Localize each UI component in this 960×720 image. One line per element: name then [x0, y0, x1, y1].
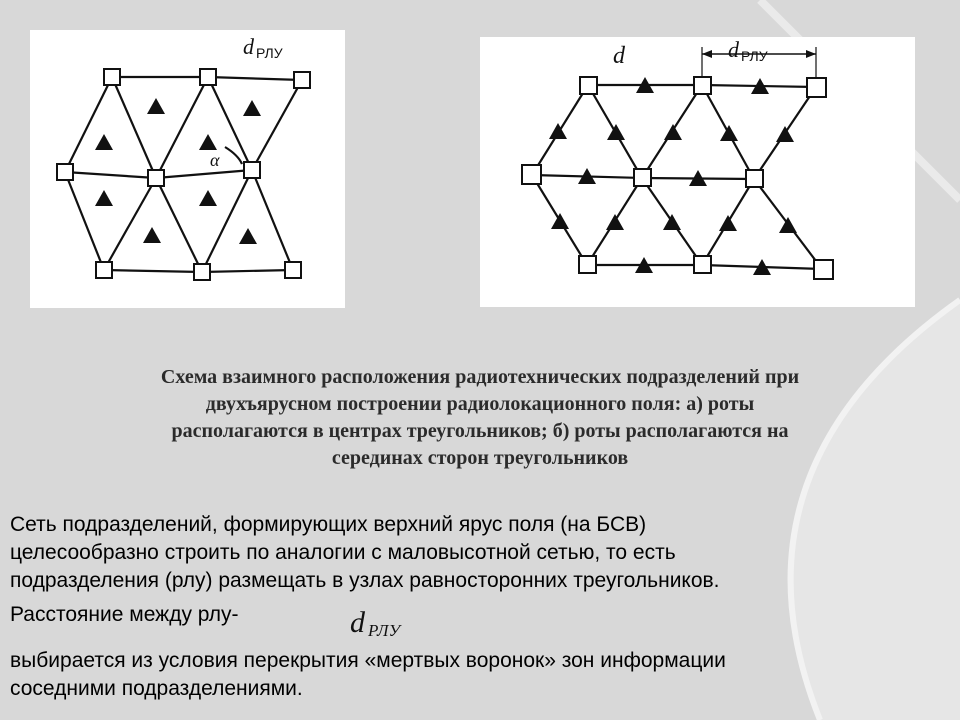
diagram-a	[30, 30, 345, 308]
diagram-a-label: d	[243, 34, 254, 59]
figure-caption	[40, 364, 920, 472]
diagram-b	[480, 37, 915, 307]
diagram-b-d-label: d	[613, 43, 625, 69]
angle-label: α	[210, 150, 220, 170]
diagram-b-panel	[480, 37, 915, 307]
diagram-b-label-sub: РЛУ	[741, 48, 768, 64]
diagram-a-label-sub: РЛУ	[256, 45, 283, 61]
caption-line: двухъярусном построении радиолокационного поля: а) роты	[205, 393, 755, 415]
diagram-b-label: d	[728, 37, 739, 62]
formula-sub: РЛУ	[368, 621, 401, 640]
body-text-line: целесообразно строить по аналогии с маловысотной сетью, то есть	[10, 541, 676, 564]
diagram-a-panel	[30, 30, 345, 308]
body-text-line: подразделения (рлу) размещать в узлах равносторонних треугольников.	[10, 569, 720, 592]
formula-main: d	[350, 606, 365, 639]
body-text-line: Расстояние между рлу-	[10, 603, 239, 626]
body-text-line: выбирается из условия перекрытия «мертвых воронок» зон информации	[10, 649, 726, 672]
caption-line: серединах сторон треугольников	[331, 447, 629, 469]
body-text-line: Сеть подразделений, формирующих верхний ярус поля (на БСВ)	[10, 513, 647, 536]
caption-line: Схема взаимного расположения радиотехнических подразделений при	[160, 366, 800, 388]
caption-line: располагаются в центрах треугольников; б) роты располагаются на	[171, 420, 789, 442]
formula-d-rlu	[348, 606, 428, 642]
body-text-line: соседними подразделениями.	[10, 677, 303, 700]
